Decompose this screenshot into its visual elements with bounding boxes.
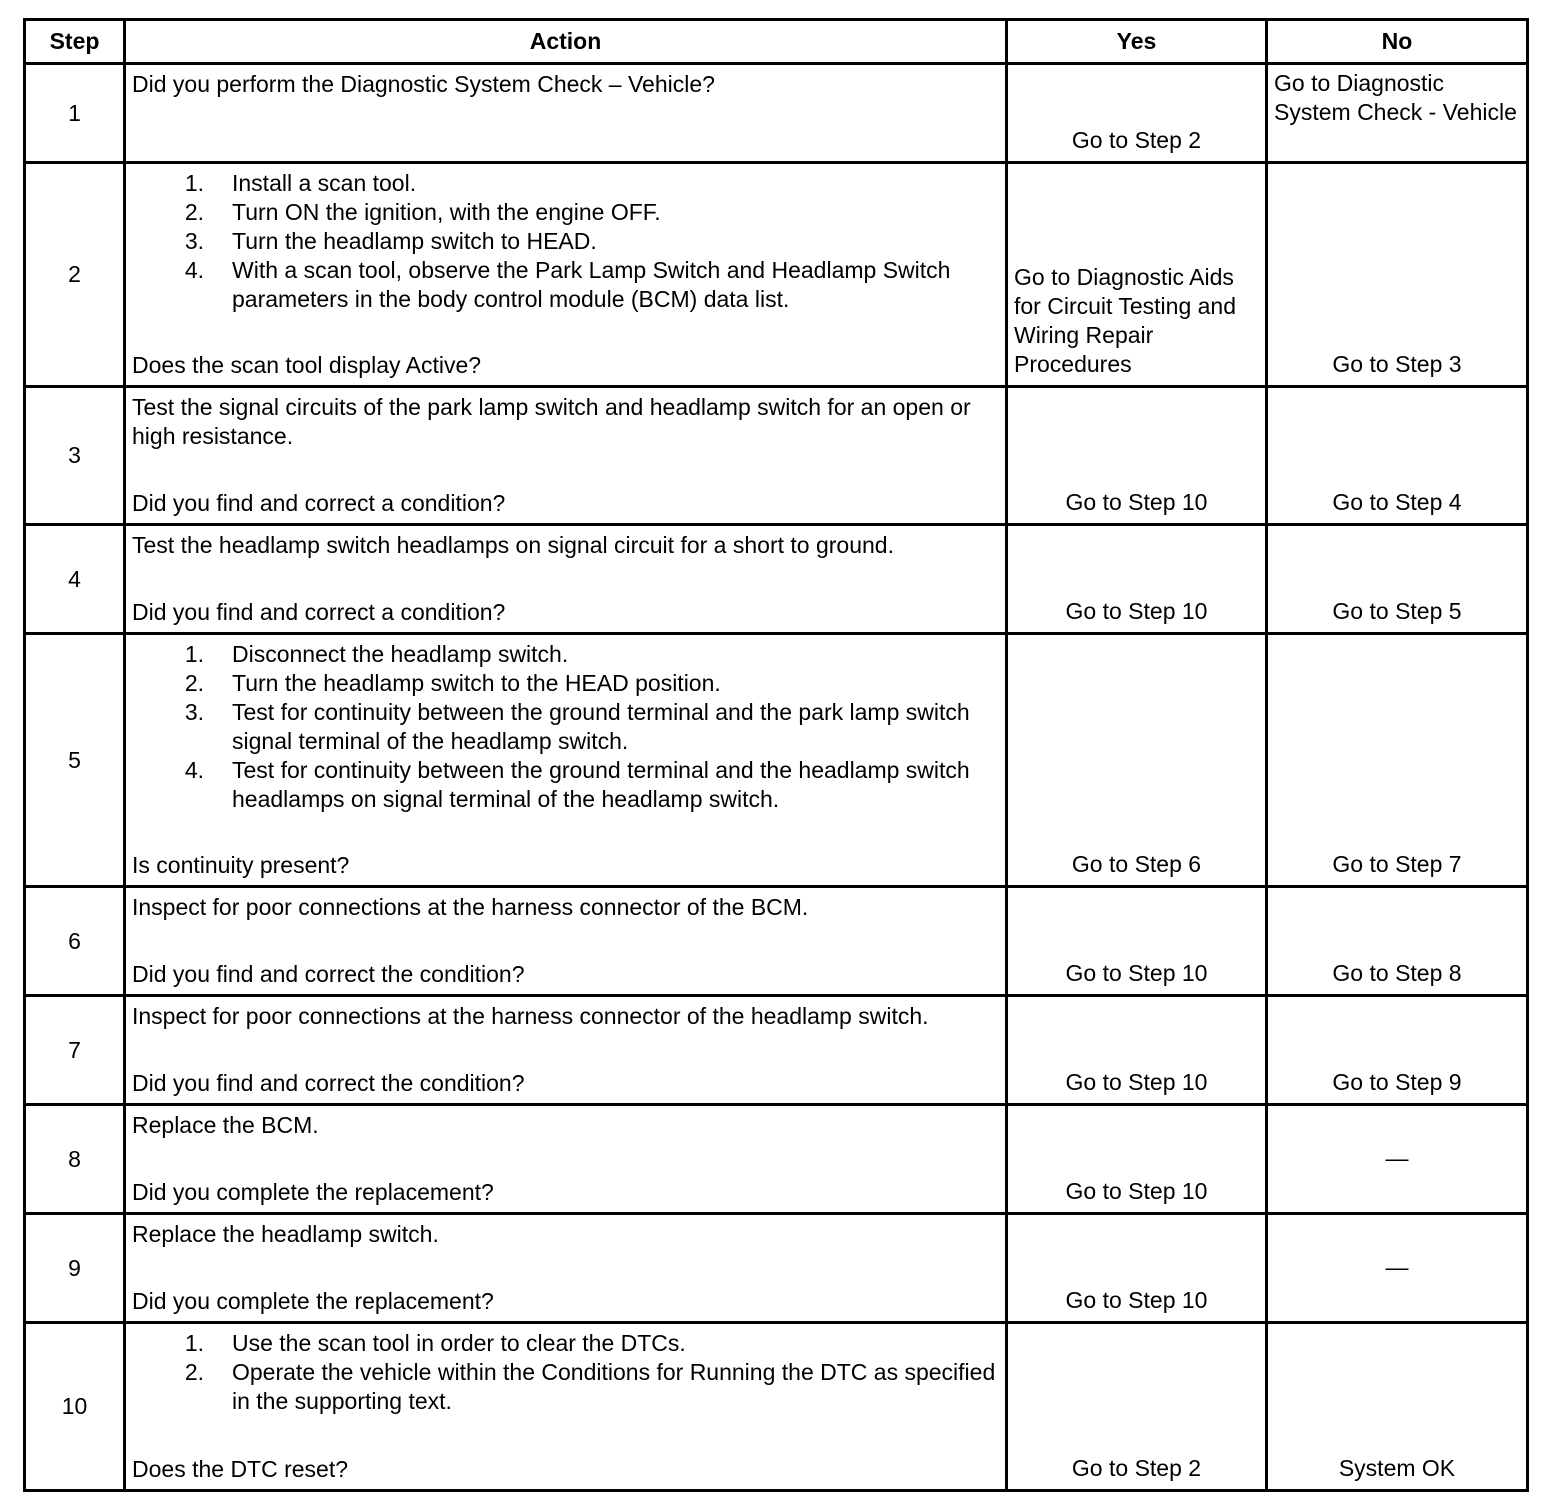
no-result: — bbox=[1267, 1105, 1528, 1214]
no-result: Go to Step 8 bbox=[1267, 887, 1528, 996]
action-body bbox=[132, 1002, 999, 1031]
header-step: Step bbox=[25, 20, 125, 64]
list-item bbox=[132, 698, 999, 756]
no-result: Go to Diagnostic System Check - Vehicle bbox=[1267, 64, 1528, 163]
table-row bbox=[25, 634, 1528, 887]
action-steps-list bbox=[132, 169, 999, 314]
action-body bbox=[132, 1220, 999, 1249]
yes-result: Go to Step 10 bbox=[1007, 887, 1267, 996]
list-item-number: 4. bbox=[184, 257, 204, 283]
action-steps-list bbox=[132, 1329, 999, 1416]
list-item-text: Use the scan tool in order to clear the DTCs. bbox=[232, 1330, 686, 1356]
yes-result: Go to Step 10 bbox=[1007, 525, 1267, 634]
list-item-text: With a scan tool, observe the Park Lamp Switch and Headlamp Switch parameters in the body control module (BCM) data list. bbox=[232, 257, 951, 312]
action-question: Does the scan tool display Active? bbox=[132, 352, 482, 378]
list-item-number: 4. bbox=[184, 757, 204, 783]
action-instruction: Did you perform the Diagnostic System Check – Vehicle? bbox=[132, 71, 715, 97]
action-question: Did you complete the replacement? bbox=[132, 1179, 494, 1205]
action-instruction: Inspect for poor connections at the harness connector of the headlamp switch. bbox=[132, 1003, 929, 1029]
action-body bbox=[132, 640, 999, 814]
list-item-text: Turn the headlamp switch to the HEAD position. bbox=[232, 670, 721, 696]
action-question: Does the DTC reset? bbox=[132, 1456, 349, 1482]
list-item bbox=[132, 640, 999, 669]
action-body bbox=[132, 1329, 999, 1416]
action-cell bbox=[125, 64, 1007, 163]
action-content bbox=[132, 393, 999, 518]
table-row bbox=[25, 387, 1528, 525]
action-cell bbox=[125, 1323, 1007, 1491]
list-item bbox=[132, 756, 999, 814]
action-body bbox=[132, 70, 999, 99]
action-body bbox=[132, 893, 999, 922]
no-result: Go to Step 9 bbox=[1267, 996, 1528, 1105]
action-instruction: Test the headlamp switch headlamps on signal circuit for a short to ground. bbox=[132, 532, 894, 558]
list-item bbox=[132, 669, 999, 698]
yes-result: Go to Step 10 bbox=[1007, 1105, 1267, 1214]
list-item-number: 1. bbox=[184, 1330, 204, 1356]
action-question: Did you find and correct a condition? bbox=[132, 490, 506, 516]
action-content bbox=[132, 531, 999, 627]
yes-result: Go to Step 6 bbox=[1007, 634, 1267, 887]
step-number: 8 bbox=[25, 1105, 125, 1214]
header-row bbox=[25, 20, 1528, 64]
header-yes: Yes bbox=[1007, 20, 1267, 64]
list-item-text: Operate the vehicle within the Conditions for Running the DTC as specified in the supporting text. bbox=[232, 1359, 996, 1414]
list-item bbox=[132, 1358, 999, 1416]
table-row bbox=[25, 996, 1528, 1105]
no-result: Go to Step 3 bbox=[1267, 163, 1528, 387]
list-item-text: Install a scan tool. bbox=[232, 170, 417, 196]
action-instruction: Replace the headlamp switch. bbox=[132, 1221, 439, 1247]
list-item-text: Turn ON the ignition, with the engine OFF. bbox=[232, 199, 661, 225]
no-result: — bbox=[1267, 1214, 1528, 1323]
yes-result: Go to Step 10 bbox=[1007, 1214, 1267, 1323]
step-number: 4 bbox=[25, 525, 125, 634]
step-number: 5 bbox=[25, 634, 125, 887]
list-item-number: 2. bbox=[184, 199, 204, 225]
action-body bbox=[132, 1111, 999, 1140]
step-number: 2 bbox=[25, 163, 125, 387]
list-item-number: 2. bbox=[184, 1359, 204, 1385]
action-cell bbox=[125, 634, 1007, 887]
action-question: Did you find and correct the condition? bbox=[132, 961, 525, 987]
action-cell bbox=[125, 1214, 1007, 1323]
action-instruction: Test the signal circuits of the park lamp switch and headlamp switch for an open or high resistance. bbox=[132, 394, 971, 449]
action-instruction: Replace the BCM. bbox=[132, 1112, 319, 1138]
list-item-text: Test for continuity between the ground terminal and the headlamp switch headlamps on signal terminal of the headlamp switch. bbox=[232, 757, 970, 812]
action-cell bbox=[125, 887, 1007, 996]
table-row bbox=[25, 1105, 1528, 1214]
table-row bbox=[25, 1323, 1528, 1491]
list-item bbox=[132, 198, 999, 227]
list-item-text: Test for continuity between the ground terminal and the park lamp switch signal terminal of the headlamp switch. bbox=[232, 699, 970, 754]
step-number: 1 bbox=[25, 64, 125, 163]
list-item-text: Turn the headlamp switch to HEAD. bbox=[232, 228, 597, 254]
step-number: 3 bbox=[25, 387, 125, 525]
no-result: Go to Step 5 bbox=[1267, 525, 1528, 634]
yes-result: Go to Diagnostic Aids for Circuit Testing and Wiring Repair Procedures bbox=[1007, 163, 1267, 387]
yes-result: Go to Step 10 bbox=[1007, 996, 1267, 1105]
table-row bbox=[25, 525, 1528, 634]
action-cell bbox=[125, 525, 1007, 634]
yes-result: Go to Step 2 bbox=[1007, 1323, 1267, 1491]
table-row bbox=[25, 163, 1528, 387]
yes-result: Go to Step 10 bbox=[1007, 387, 1267, 525]
action-instruction: Inspect for poor connections at the harness connector of the BCM. bbox=[132, 894, 809, 920]
action-content bbox=[132, 1329, 999, 1484]
no-result: Go to Step 4 bbox=[1267, 387, 1528, 525]
no-result: Go to Step 7 bbox=[1267, 634, 1528, 887]
table-row bbox=[25, 887, 1528, 996]
action-body bbox=[132, 393, 999, 451]
header-no: No bbox=[1267, 20, 1528, 64]
table-row bbox=[25, 64, 1528, 163]
step-number: 10 bbox=[25, 1323, 125, 1491]
diagnostic-table bbox=[23, 18, 1529, 1492]
action-body bbox=[132, 169, 999, 314]
action-content bbox=[132, 1220, 999, 1316]
list-item bbox=[132, 256, 999, 314]
list-item-number: 3. bbox=[184, 228, 204, 254]
list-item bbox=[132, 1329, 999, 1358]
action-content bbox=[132, 1111, 999, 1207]
list-item-number: 2. bbox=[184, 670, 204, 696]
no-result: System OK bbox=[1267, 1323, 1528, 1491]
action-cell bbox=[125, 1105, 1007, 1214]
header-action: Action bbox=[125, 20, 1007, 64]
action-content bbox=[132, 640, 999, 880]
list-item bbox=[132, 169, 999, 198]
list-item bbox=[132, 227, 999, 256]
action-content bbox=[132, 1002, 999, 1098]
action-content bbox=[132, 169, 999, 380]
action-cell bbox=[125, 387, 1007, 525]
action-content bbox=[132, 893, 999, 989]
step-number: 6 bbox=[25, 887, 125, 996]
action-cell bbox=[125, 996, 1007, 1105]
list-item-text: Disconnect the headlamp switch. bbox=[232, 641, 569, 667]
action-steps-list bbox=[132, 640, 999, 814]
action-content bbox=[132, 70, 999, 156]
list-item-number: 1. bbox=[184, 641, 204, 667]
action-question: Did you find and correct the condition? bbox=[132, 1070, 525, 1096]
step-number: 9 bbox=[25, 1214, 125, 1323]
action-body bbox=[132, 531, 999, 560]
list-item-number: 1. bbox=[184, 170, 204, 196]
table-row bbox=[25, 1214, 1528, 1323]
yes-result: Go to Step 2 bbox=[1007, 64, 1267, 163]
action-question: Did you complete the replacement? bbox=[132, 1288, 494, 1314]
action-cell bbox=[125, 163, 1007, 387]
action-question: Did you find and correct a condition? bbox=[132, 599, 506, 625]
step-number: 7 bbox=[25, 996, 125, 1105]
action-question: Is continuity present? bbox=[132, 852, 350, 878]
list-item-number: 3. bbox=[184, 699, 204, 725]
